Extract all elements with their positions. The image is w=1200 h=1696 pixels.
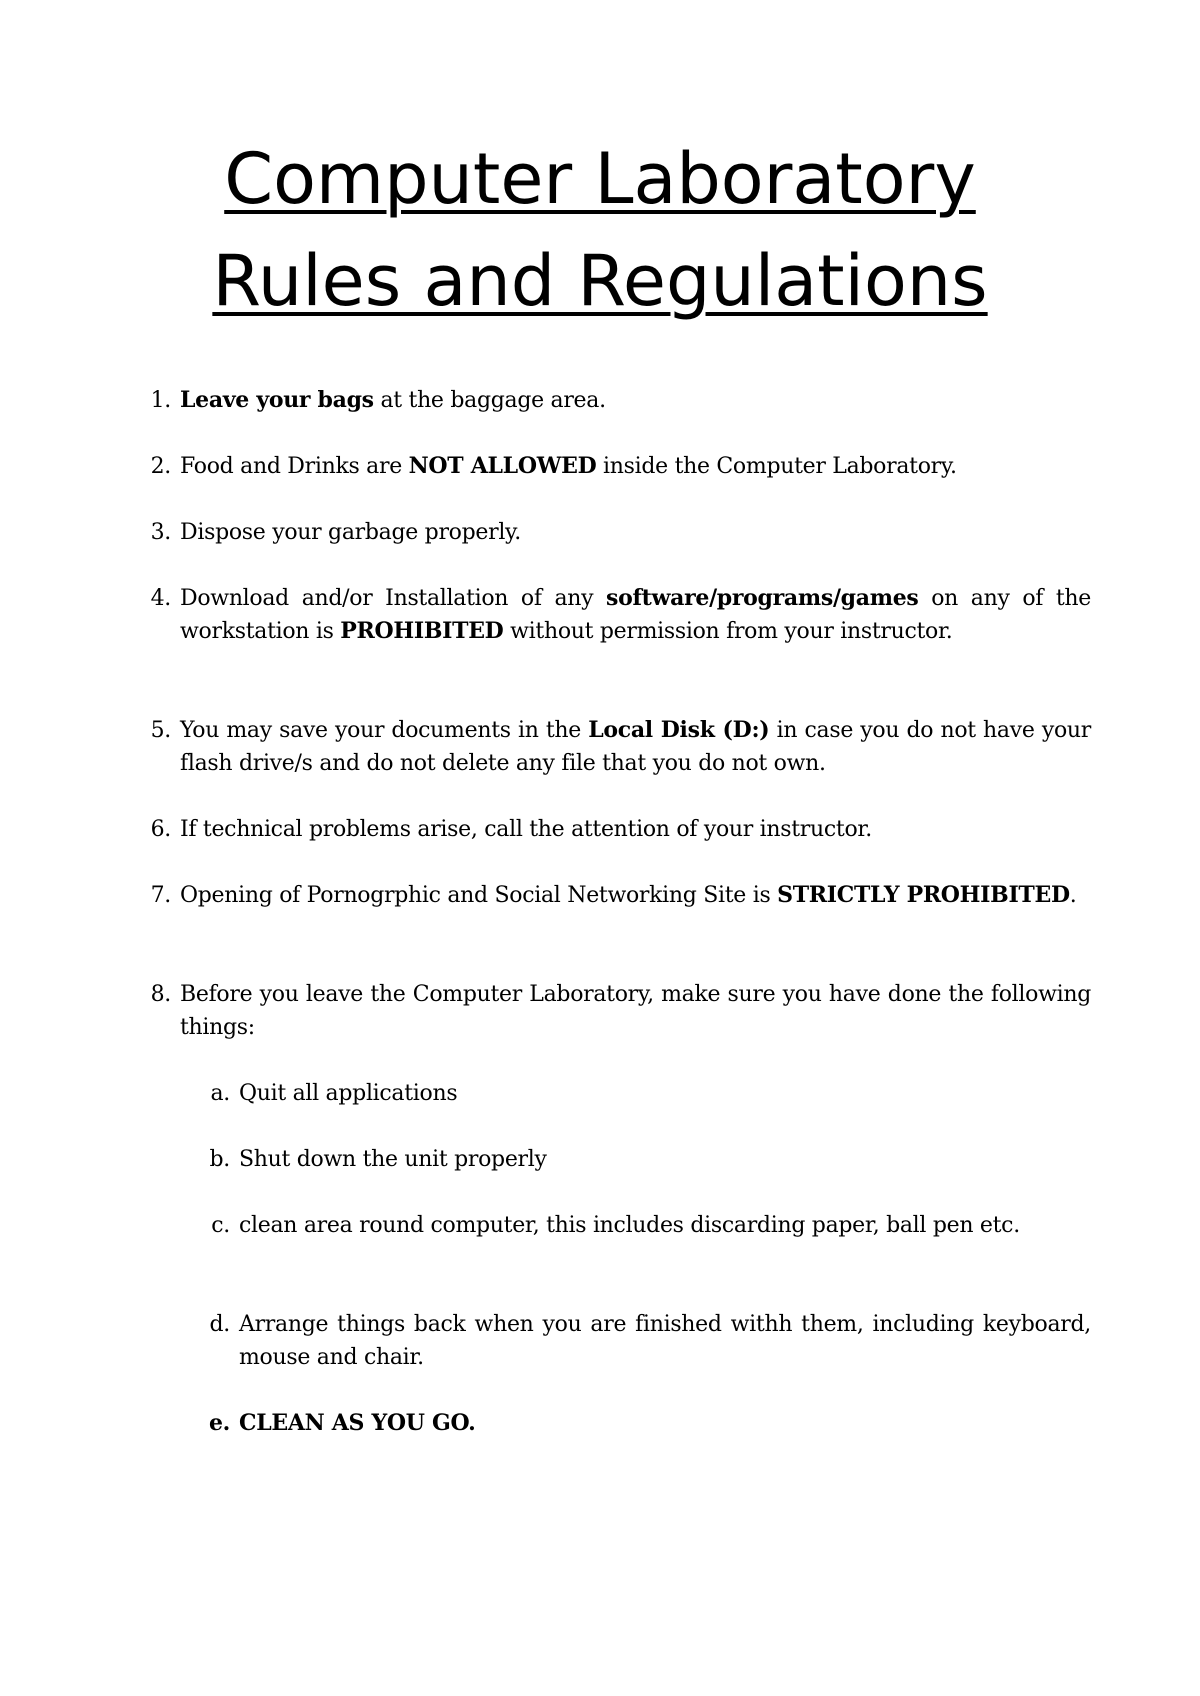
rule-text [180,582,1091,648]
subitem-text: clean area round computer, this includes discarding paper, ball pen etc. [239,1213,1020,1238]
subitem-text: Shut down the unit properly [239,1147,547,1172]
rule-plain-text: in case you do not have your flash drive/s and do not delete any file that you do not own. [180,718,1091,776]
title-line-1: Computer Laboratory [224,138,976,220]
rule-plain-text: at the baggage area. [373,388,606,413]
rule-bold-text: STRICTLY PROHIBITED [777,882,1070,908]
rule-text [180,384,1091,417]
rule-number: 5. [150,718,171,743]
rule-text: Before you leave the Computer Laboratory, make sure you have done the following things: [180,982,1091,1040]
rule-plain-text: without permission from your instructor. [503,619,953,644]
subitem-letter: d. [209,1312,230,1337]
rule-plain-text: Download and/or Installation of any [180,586,606,611]
subitem-text: Quit all applications [239,1081,458,1106]
rule-bold-text: Leave your bags [180,387,374,413]
rule-plain-text: inside the Computer Laboratory. [596,454,957,479]
rule-bold-text: PROHIBITED [340,618,504,644]
rule-number: 1. [150,388,171,413]
rule-text: If technical problems arise, call the attention of your instructor. [180,817,872,842]
rule-plain-text: You may save your documents in the [180,718,589,743]
subitem-letter: c. [211,1213,230,1238]
rule-text [180,714,1091,780]
page-title [0,128,1200,332]
rule-number: 3. [150,520,171,545]
rule-text [180,879,1091,912]
subitem-letter: b. [209,1147,230,1172]
rule-number: 7. [150,883,171,908]
subitem-text: CLEAN AS YOU GO. [239,1410,476,1436]
rule-plain-text: Opening of Pornogrphic and Social Networking Site is [180,883,778,908]
subitem-letter: e. [208,1410,230,1436]
rule-plain-text: . [1069,883,1077,908]
rule-bold-text: software/programs/games [606,585,919,611]
rule-number: 2. [150,454,171,479]
rule-plain-text: on any of the workstation is [180,586,1091,644]
rule-plain-text: Food and Drinks are [180,454,409,479]
rule-number: 4. [150,586,171,611]
rule-text [180,450,1091,483]
rule-number: 8. [150,982,171,1007]
rule-bold-text: NOT ALLOWED [408,453,597,479]
title-line-2: Rules and Regulations [212,240,988,322]
subitem-letter: a. [210,1081,230,1106]
subitem-text: Arrange things back when you are finished withh them, including keyboard, mouse and chair. [239,1312,1091,1370]
rule-bold-text: Local Disk (D:) [588,717,770,743]
rule-text: Dispose your garbage properly. [180,520,521,545]
rule-number: 6. [150,817,171,842]
